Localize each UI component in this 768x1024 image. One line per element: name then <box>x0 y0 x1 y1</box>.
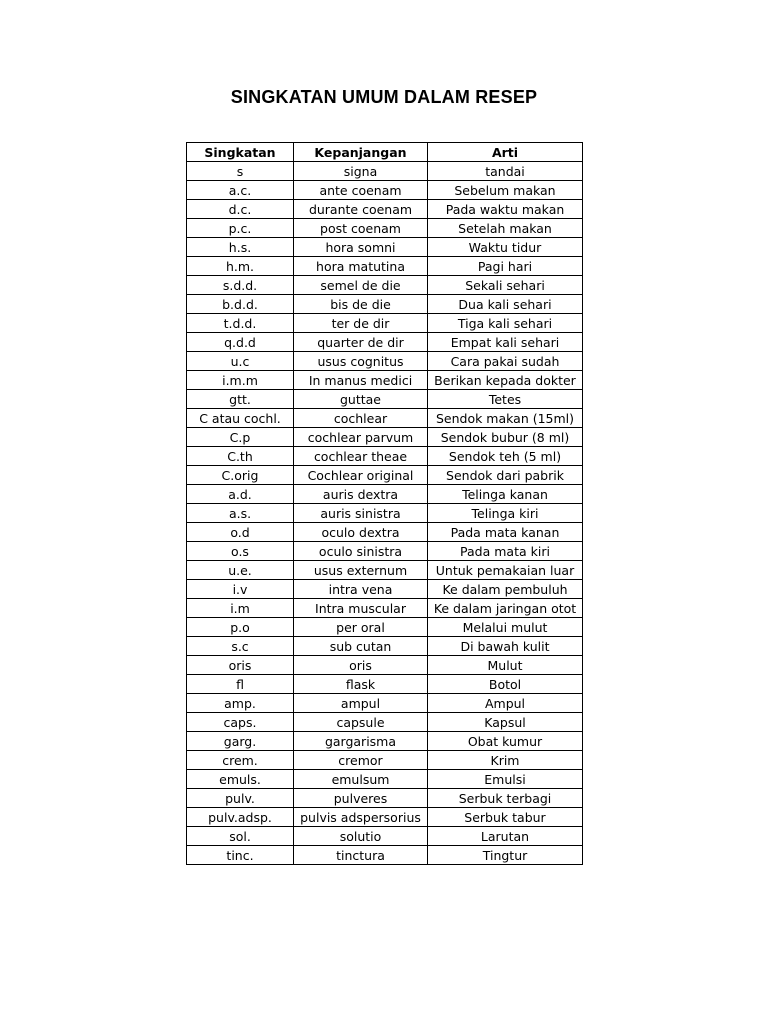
cell-singkatan: o.s <box>187 542 294 561</box>
cell-arti: Sendok dari pabrik <box>428 466 583 485</box>
cell-arti: Melalui mulut <box>428 618 583 637</box>
cell-singkatan: d.c. <box>187 200 294 219</box>
cell-arti: Ampul <box>428 694 583 713</box>
cell-singkatan: tinc. <box>187 846 294 865</box>
cell-kepanjangan: cochlear <box>294 409 428 428</box>
table-row <box>187 371 583 390</box>
cell-singkatan: p.c. <box>187 219 294 238</box>
cell-singkatan: pulv. <box>187 789 294 808</box>
cell-kepanjangan: post coenam <box>294 219 428 238</box>
cell-singkatan: t.d.d. <box>187 314 294 333</box>
table-row <box>187 789 583 808</box>
table-row <box>187 732 583 751</box>
table-row <box>187 428 583 447</box>
cell-singkatan: a.s. <box>187 504 294 523</box>
cell-kepanjangan: cremor <box>294 751 428 770</box>
cell-kepanjangan: per oral <box>294 618 428 637</box>
cell-kepanjangan: cochlear parvum <box>294 428 428 447</box>
table-row <box>187 694 583 713</box>
table-row <box>187 257 583 276</box>
cell-singkatan: a.c. <box>187 181 294 200</box>
cell-singkatan: s <box>187 162 294 181</box>
cell-kepanjangan: emulsum <box>294 770 428 789</box>
table-row <box>187 580 583 599</box>
cell-kepanjangan: gargarisma <box>294 732 428 751</box>
table-row <box>187 675 583 694</box>
cell-arti: Sekali sehari <box>428 276 583 295</box>
cell-arti: Obat kumur <box>428 732 583 751</box>
table-row <box>187 808 583 827</box>
cell-arti: Dua kali sehari <box>428 295 583 314</box>
cell-arti: Telinga kiri <box>428 504 583 523</box>
cell-kepanjangan: guttae <box>294 390 428 409</box>
abbreviation-table <box>186 142 583 865</box>
column-header-arti: Arti <box>428 143 583 162</box>
cell-arti: Pagi hari <box>428 257 583 276</box>
column-header-kepanjangan: Kepanjangan <box>294 143 428 162</box>
cell-arti: Serbuk terbagi <box>428 789 583 808</box>
cell-arti: Pada mata kanan <box>428 523 583 542</box>
cell-arti: tandai <box>428 162 583 181</box>
cell-kepanjangan: capsule <box>294 713 428 732</box>
cell-singkatan: i.m.m <box>187 371 294 390</box>
cell-kepanjangan: usus externum <box>294 561 428 580</box>
cell-singkatan: fl <box>187 675 294 694</box>
cell-kepanjangan: signa <box>294 162 428 181</box>
cell-kepanjangan: oris <box>294 656 428 675</box>
cell-arti: Empat kali sehari <box>428 333 583 352</box>
cell-singkatan: C.th <box>187 447 294 466</box>
cell-kepanjangan: ante coenam <box>294 181 428 200</box>
cell-kepanjangan: pulveres <box>294 789 428 808</box>
table-row <box>187 485 583 504</box>
cell-arti: Ke dalam pembuluh <box>428 580 583 599</box>
table-row <box>187 542 583 561</box>
page-title: SINGKATAN UMUM DALAM RESEP <box>230 87 538 107</box>
table-row <box>187 656 583 675</box>
table-row <box>187 599 583 618</box>
cell-kepanjangan: hora somni <box>294 238 428 257</box>
cell-singkatan: o.d <box>187 523 294 542</box>
table-row <box>187 276 583 295</box>
cell-singkatan: h.s. <box>187 238 294 257</box>
cell-kepanjangan: ampul <box>294 694 428 713</box>
cell-singkatan: h.m. <box>187 257 294 276</box>
table-row <box>187 523 583 542</box>
cell-kepanjangan: In manus medici <box>294 371 428 390</box>
table-row <box>187 770 583 789</box>
table-row <box>187 504 583 523</box>
cell-singkatan: C.orig <box>187 466 294 485</box>
table-row <box>187 713 583 732</box>
table-row <box>187 390 583 409</box>
cell-kepanjangan: usus cognitus <box>294 352 428 371</box>
cell-kepanjangan: oculo dextra <box>294 523 428 542</box>
cell-singkatan: q.d.d <box>187 333 294 352</box>
cell-kepanjangan: Cochlear original <box>294 466 428 485</box>
cell-singkatan: i.v <box>187 580 294 599</box>
table-row <box>187 219 583 238</box>
cell-singkatan: s.c <box>187 637 294 656</box>
cell-kepanjangan: durante coenam <box>294 200 428 219</box>
cell-singkatan: p.o <box>187 618 294 637</box>
cell-kepanjangan: quarter de dir <box>294 333 428 352</box>
cell-arti: Sendok teh (5 ml) <box>428 447 583 466</box>
cell-arti: Botol <box>428 675 583 694</box>
cell-singkatan: garg. <box>187 732 294 751</box>
cell-singkatan: crem. <box>187 751 294 770</box>
cell-arti: Emulsi <box>428 770 583 789</box>
table-row <box>187 827 583 846</box>
table-row <box>187 333 583 352</box>
cell-arti: Di bawah kulit <box>428 637 583 656</box>
cell-kepanjangan: cochlear theae <box>294 447 428 466</box>
cell-kepanjangan: Intra muscular <box>294 599 428 618</box>
cell-kepanjangan: ter de dir <box>294 314 428 333</box>
table-row <box>187 466 583 485</box>
cell-singkatan: sol. <box>187 827 294 846</box>
cell-arti: Untuk pemakaian luar <box>428 561 583 580</box>
cell-kepanjangan: auris sinistra <box>294 504 428 523</box>
table-row <box>187 314 583 333</box>
cell-arti: Larutan <box>428 827 583 846</box>
cell-singkatan: a.d. <box>187 485 294 504</box>
table-row <box>187 561 583 580</box>
cell-kepanjangan: hora matutina <box>294 257 428 276</box>
table-body <box>187 162 583 865</box>
cell-singkatan: emuls. <box>187 770 294 789</box>
column-header-singkatan: Singkatan <box>187 143 294 162</box>
cell-singkatan: C atau cochl. <box>187 409 294 428</box>
cell-singkatan: b.d.d. <box>187 295 294 314</box>
cell-singkatan: oris <box>187 656 294 675</box>
cell-singkatan: pulv.adsp. <box>187 808 294 827</box>
table-row <box>187 162 583 181</box>
table-row <box>187 200 583 219</box>
cell-kepanjangan: sub cutan <box>294 637 428 656</box>
cell-arti: Sendok bubur (8 ml) <box>428 428 583 447</box>
cell-singkatan: C.p <box>187 428 294 447</box>
table-row <box>187 846 583 865</box>
cell-arti: Kapsul <box>428 713 583 732</box>
table-row <box>187 409 583 428</box>
cell-kepanjangan: tinctura <box>294 846 428 865</box>
cell-arti: Pada waktu makan <box>428 200 583 219</box>
cell-arti: Telinga kanan <box>428 485 583 504</box>
cell-arti: Sendok makan (15ml) <box>428 409 583 428</box>
cell-arti: Waktu tidur <box>428 238 583 257</box>
table-row <box>187 181 583 200</box>
cell-kepanjangan: flask <box>294 675 428 694</box>
cell-kepanjangan: pulvis adspersorius <box>294 808 428 827</box>
cell-arti: Sebelum makan <box>428 181 583 200</box>
table-row <box>187 352 583 371</box>
cell-arti: Tetes <box>428 390 583 409</box>
cell-kepanjangan: intra vena <box>294 580 428 599</box>
cell-arti: Pada mata kiri <box>428 542 583 561</box>
cell-singkatan: gtt. <box>187 390 294 409</box>
cell-singkatan: amp. <box>187 694 294 713</box>
table-row <box>187 447 583 466</box>
cell-singkatan: caps. <box>187 713 294 732</box>
cell-kepanjangan: solutio <box>294 827 428 846</box>
cell-singkatan: u.e. <box>187 561 294 580</box>
cell-arti: Setelah makan <box>428 219 583 238</box>
table-row <box>187 618 583 637</box>
cell-arti: Krim <box>428 751 583 770</box>
table-row <box>187 751 583 770</box>
cell-kepanjangan: oculo sinistra <box>294 542 428 561</box>
cell-arti: Tiga kali sehari <box>428 314 583 333</box>
cell-arti: Berikan kepada dokter <box>428 371 583 390</box>
cell-arti: Mulut <box>428 656 583 675</box>
cell-kepanjangan: bis de die <box>294 295 428 314</box>
cell-kepanjangan: auris dextra <box>294 485 428 504</box>
table-header-row <box>187 143 583 162</box>
table-row <box>187 295 583 314</box>
cell-singkatan: u.c <box>187 352 294 371</box>
cell-singkatan: i.m <box>187 599 294 618</box>
cell-arti: Serbuk tabur <box>428 808 583 827</box>
cell-arti: Cara pakai sudah <box>428 352 583 371</box>
table-row <box>187 637 583 656</box>
cell-arti: Tingtur <box>428 846 583 865</box>
cell-arti: Ke dalam jaringan otot <box>428 599 583 618</box>
cell-singkatan: s.d.d. <box>187 276 294 295</box>
table-row <box>187 238 583 257</box>
cell-kepanjangan: semel de die <box>294 276 428 295</box>
